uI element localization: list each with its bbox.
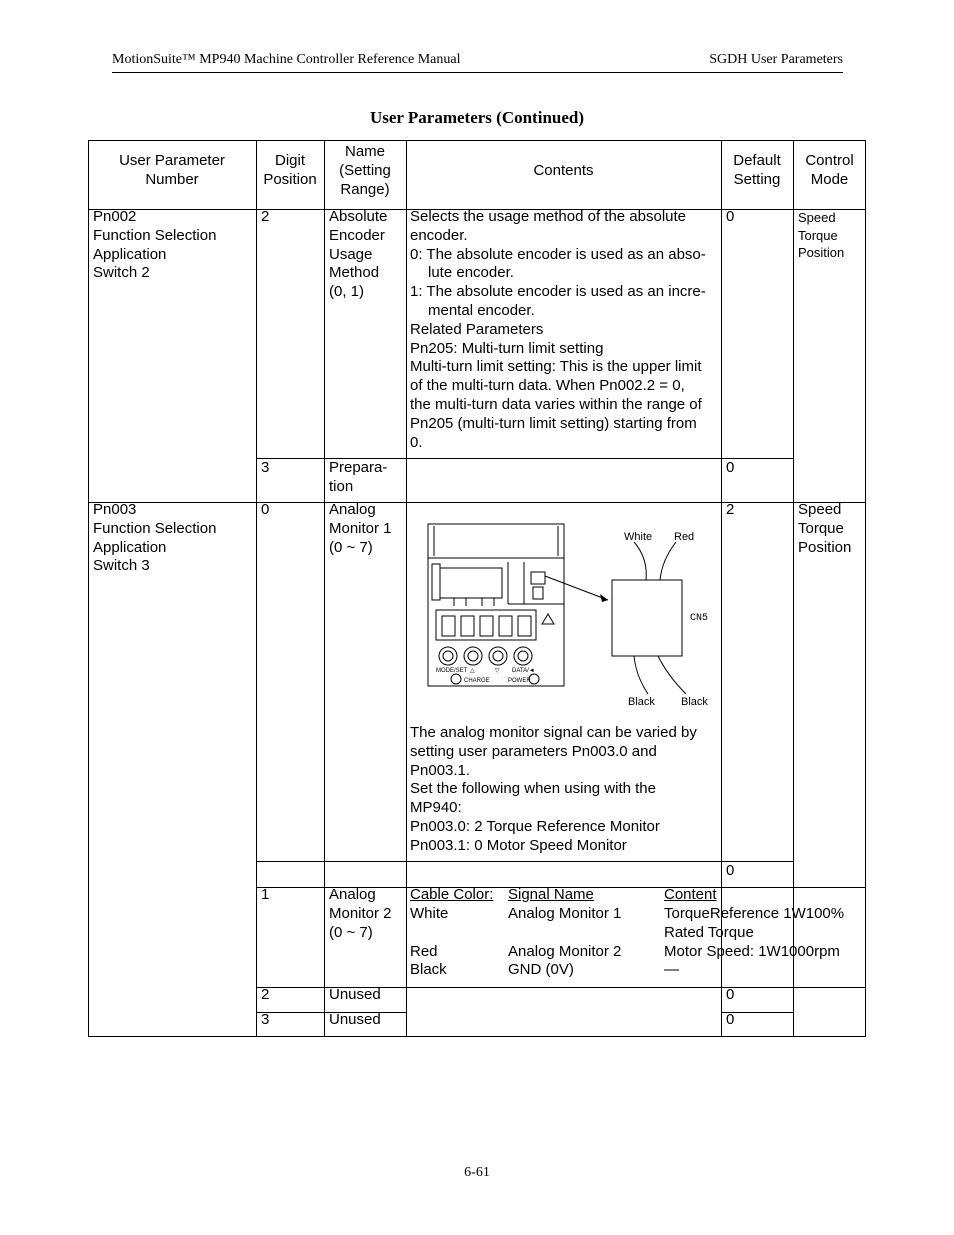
page-title: User Parameters (Continued) [369,108,585,127]
pn003-digit-3: 3 [261,1011,270,1028]
cell-line: Method [329,264,380,282]
cell-line: Pn003.1. [410,761,471,779]
cell-line: (0 ~ 7) [329,923,373,941]
header-text: Mode [810,170,849,188]
header-text: Position [263,170,317,188]
col-header-digit [256,152,324,190]
cell-line: Selects the usage method of the absolute [410,208,687,225]
label-cn5: CN5 [690,613,709,624]
device-panel [440,568,502,598]
device-slot [508,562,564,604]
section-title: SGDH User Parameters [709,52,843,67]
pn003-name-1 [329,886,392,942]
cable-color: White [410,905,449,922]
cell-line: 0. [410,433,423,451]
pn003-default-0: 2 [726,501,735,518]
cell-line: Monitor 1 [329,519,392,537]
cell-line: Pn002 [93,208,137,225]
cell-line: lute encoder. [428,264,514,282]
cell-line: Function Selection [93,519,217,537]
cell-line: (0, 1) [329,283,365,301]
row-rule [256,861,793,862]
cable-content: — [664,961,679,978]
cell-line: Application [93,245,167,263]
black-cable-left [634,656,648,694]
data-button[interactable] [514,647,532,665]
cell-line: Switch 3 [93,557,150,575]
seven-seg-digits [442,616,531,636]
header-text: Name [344,143,385,160]
cell-line: Pn003 [93,501,137,518]
header-text: Range) [340,180,390,198]
arrow-head-icon [600,594,608,602]
cell-line: setting user parameters Pn003.0 and [410,742,657,760]
device-outline [428,524,564,686]
device-side [432,564,440,600]
header-text: Default [733,152,781,169]
col-header-control [793,152,866,190]
cell-line: MP940: [410,799,462,817]
cell-line: Pn205 (multi-turn limit setting) starting from [410,414,697,432]
manual-title: MotionSuite™ MP940 Machine Controller Reference Manual [112,52,461,67]
cell-line: the multi-turn data varies within the range of [410,395,702,413]
label-mode-set: MODE/SET [436,668,468,674]
label-black-left: Black [628,696,655,708]
header-text: Number [145,170,199,188]
mode-set-button[interactable] [439,647,457,665]
cell-line: Function Selection [93,226,217,244]
pn002-digit-2: 2 [261,208,270,225]
pn002-digit-3: 3 [261,459,270,476]
cell-line: Torque [798,227,838,243]
header-text: (Setting [339,161,391,179]
pn003-digit-0: 0 [261,501,270,518]
label-data: DATA/◄ [512,668,535,674]
white-cable [634,542,646,580]
cell-line: encoder. [410,226,468,244]
cell-line: 1: The absolute encoder is used as an incre- [410,283,706,301]
cell-line: Prepara- [329,459,388,476]
cell-line: mental encoder. [428,301,535,319]
charge-led-icon [451,674,461,684]
label-up: △ [470,668,475,674]
red-cable [660,542,676,580]
cell-line: Absolute [329,208,388,225]
cable-color: Red [410,943,438,960]
col-header-contents: Contents [533,162,594,179]
label-red: Red [674,531,695,543]
cn5-pins [533,587,543,599]
warning-triangle-icon [542,614,554,624]
pn003-control-mode [798,501,851,557]
cell-line: Multi-turn limit setting: This is the upper limit [410,358,702,376]
col-header-number [88,152,256,190]
cell-line: Pn205: Multi-turn limit setting [410,339,604,357]
table-border-left [88,140,89,1037]
cell-line: Encoder [329,226,385,244]
cable-color: Black [410,961,447,978]
col-header-name [324,143,406,199]
pn003-digit-2: 2 [261,986,270,1003]
down-button[interactable] [489,647,507,665]
cable-header-signal: Signal Name [508,886,594,903]
pn003-name-2: Unused [329,986,381,1003]
page-number: 6-61 [464,1165,490,1180]
cell-line: Position [798,245,845,260]
pn003-digit-1: 1 [261,886,270,903]
table-border-bottom [88,1036,866,1037]
label-down: ▽ [495,668,500,674]
cable-signal: Analog Monitor 1 [508,905,622,922]
cable-signal: Analog Monitor 2 [508,943,622,960]
pn003-default-2: 0 [726,986,735,1003]
col-sep [324,140,325,1037]
pn002-default-3: 0 [726,459,735,476]
cable-signal: GND (0V) [508,961,574,978]
label-charge: CHARGE [464,678,490,684]
cable-content: Motor Speed: 1W1000rpm [664,943,840,960]
device-top-edges [434,526,558,556]
pn003-name-3: Unused [329,1011,381,1028]
col-sep [256,140,257,1037]
cn5-connector [531,572,545,584]
header-text: User Parameter [119,152,225,169]
page-header [112,52,843,73]
cell-line: Torque [798,519,844,537]
cell-line: Speed [798,501,842,518]
header-text: Digit [274,152,305,169]
pn003-default-3: 0 [726,1011,735,1028]
pn002-name-2 [329,208,387,302]
cn5-enlarged-view [612,580,682,656]
header-text: Control [805,152,854,169]
pn002-number [93,208,216,283]
pn003-name-0 [329,501,392,557]
label-white: White [624,531,653,543]
black-cable-right [658,656,686,694]
col-sep [406,140,407,1037]
cable-content: Rated Torque [664,924,754,941]
cable-header-color: Cable Color: [410,886,494,903]
pn003-number [93,501,216,576]
col-header-default [721,152,793,190]
pn002-name-3 [329,459,387,497]
cell-line: Pn003.1: 0 Motor Speed Monitor [410,836,627,854]
cell-line: The analog monitor signal can be varied by [410,724,697,741]
label-power: POWER [508,678,531,684]
pointer-arrow [545,576,608,600]
label-black-right: Black [681,696,708,708]
cell-line: Monitor 2 [329,904,392,922]
cell-line: Position [798,538,852,556]
pn002-default-2: 0 [726,208,735,225]
table-border-right [865,140,866,1037]
cell-line: tion [329,477,354,495]
cell-line: Pn003.0: 2 Torque Reference Monitor [410,817,660,835]
header-text: Setting [733,170,781,188]
cell-line: Usage [329,245,373,263]
pn002-control-mode [798,209,844,262]
pn002-contents-2 [410,208,706,452]
cell-line: Analog [329,886,376,903]
panel-tabs [454,598,494,606]
cable-content: TorqueReference 1W100% [664,905,845,922]
cell-line: 0: The absolute encoder is used as an abso- [410,245,706,263]
cable-header-content: Content [664,886,717,903]
cell-line: Application [93,538,167,556]
up-button[interactable] [464,647,482,665]
cell-line: Set the following when using with the [410,780,656,798]
cell-line: of the multi-turn data. When Pn002.2 = 0, [410,377,685,395]
cell-line: (0 ~ 7) [329,538,373,556]
table-border-top [88,140,866,141]
cell-line: Speed [798,210,836,225]
cell-line: Switch 2 [93,264,150,282]
cell-line: Related Parameters [410,320,544,338]
servopack-diagram [424,518,804,848]
cell-line: Analog [329,501,376,518]
pn003-default-extra: 0 [726,862,735,879]
